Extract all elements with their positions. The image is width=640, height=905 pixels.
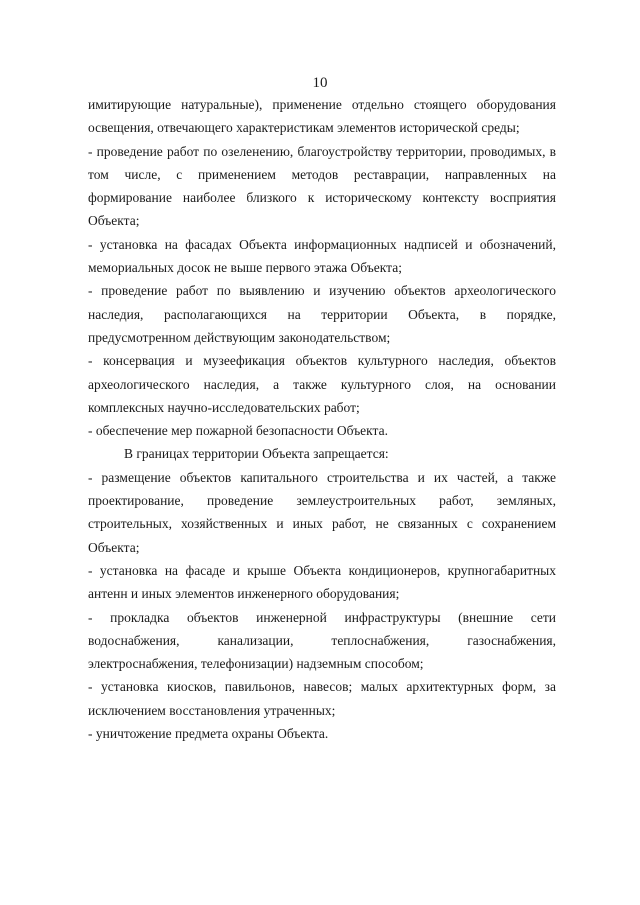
paragraph-utilities-ban: - прокладка объектов инженерной инфраструктуры (внешние сети водоснабжения, канализации, теплоснабжения, газоснабжения, электроснабжения, телефонизации) надземным способом; xyxy=(88,609,556,672)
paragraph-conservation: - консервация и музеефикация объектов культурного наследия, объектов археологического наследия, а также культурного слоя, на основании комплексных научно-исследовательских работ; xyxy=(88,353,556,415)
paragraph-fire-safety: - обеспечение мер пожарной безопасности Объекта. xyxy=(88,423,388,439)
paragraph-facade-signage: - установка на фасадах Объекта информационных надписей и обозначений, мемориальных досок не выше первого этажа Объекта; xyxy=(88,236,556,276)
paragraph-construction-ban: - размещение объектов капитального строительства и их частей, а также проектирование, проведение землеустроительных работ, земляных, строительных, хозяйственных и иных работ, не связанных с сохранением Объекта; xyxy=(88,469,556,555)
page-number: 10 xyxy=(312,75,328,91)
paragraph-kiosks-ban: - установка киосков, павильонов, навесов; малых архитектурных форм, за исключением восстановления утраченных; xyxy=(88,679,556,718)
paragraph-archaeology: - проведение работ по выявлению и изучению объектов археологического наследия, располагающихся на территории Объекта, в порядке, предусмотренном действующим законодательством; xyxy=(88,283,556,345)
paragraph-destruction-ban: - уничтожение предмета охраны Объекта. xyxy=(88,726,329,742)
paragraph-lighting-continuation: имитирующие натуральные), применение отдельно стоящего оборудования освещения, отвечающего характеристикам элементов исторической среды; xyxy=(88,97,556,136)
paragraph-roof-equipment-ban: - установка на фасаде и крыше Объекта кондиционеров, крупногабаритных антенн и иных элементов инженерного оборудования; xyxy=(88,562,556,602)
paragraph-prohibitions-heading: В границах территории Объекта запрещается: xyxy=(124,446,389,462)
document-body xyxy=(88,93,556,745)
paragraph-landscaping: - проведение работ по озеленению, благоустройству территории, проводимых, в том числе, с применением методов реставрации, направленных на формирование наиболее близкого к историческому контексту восприятия Объекта; xyxy=(88,143,556,229)
